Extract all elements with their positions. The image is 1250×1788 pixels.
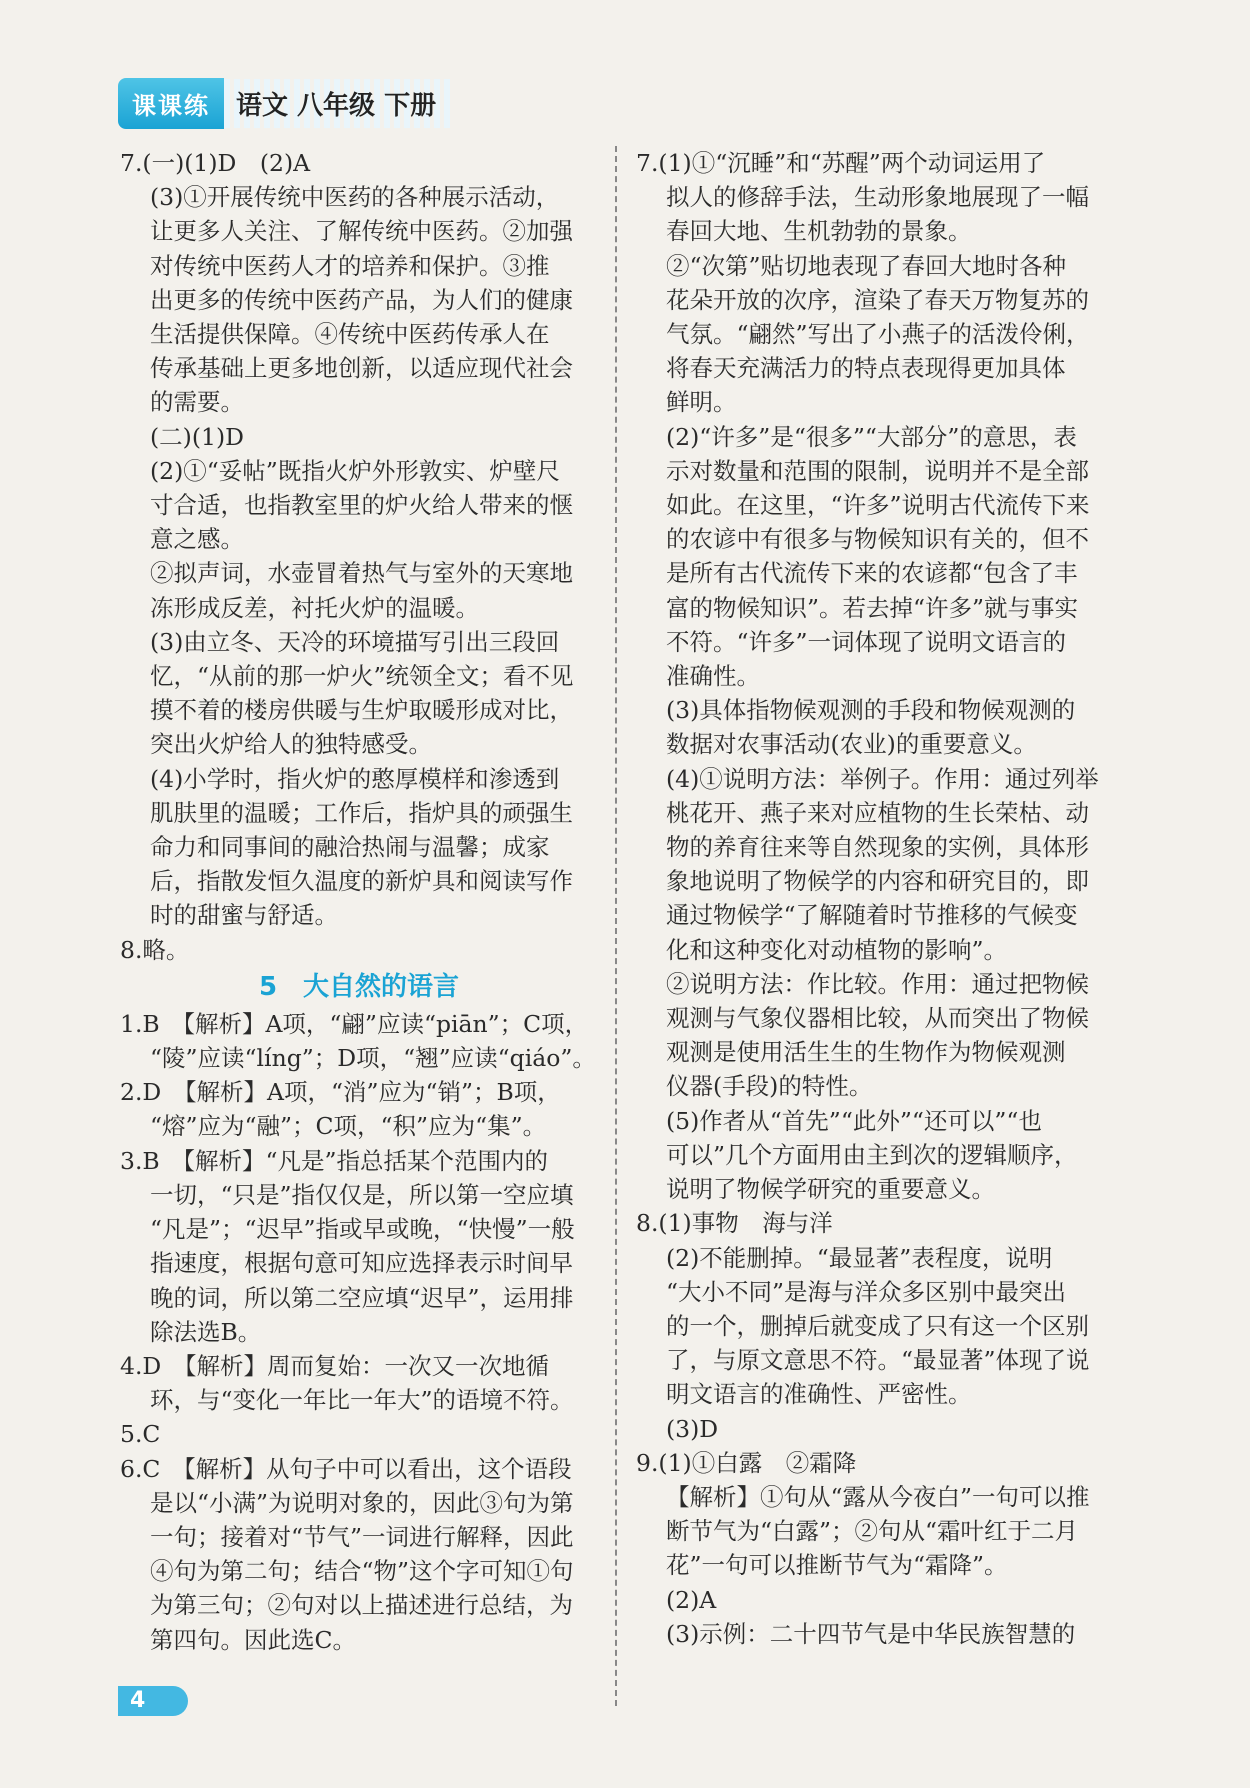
answer-line: (4)①说明方法：举例子。作用：通过列举 — [666, 764, 1099, 793]
answer-line: (二)(1)D — [150, 422, 244, 451]
left-column — [120, 146, 598, 1657]
answer-line: 仪器(手段)的特性。 — [666, 1072, 873, 1101]
answer-line: 通过物候学“了解随着时节推移的气候变 — [666, 901, 1078, 930]
answer-line: 富的物候知识”。若去掉“许多”就与事实 — [666, 593, 1079, 622]
answer-line: 对传统中医药人才的培养和保护。③推 — [150, 251, 550, 280]
right-column — [636, 146, 1114, 1651]
answer-line: “熔”应为“融”；C项，“积”应为“集”。 — [150, 1112, 547, 1141]
answer-line: (2)A — [666, 1585, 717, 1614]
answer-line: 明文语言的准确性、严密性。 — [666, 1380, 972, 1409]
answer-line: ②说明方法：作比较。作用：通过把物候 — [666, 969, 1089, 998]
answer-line: 传承基础上更多地创新，以适应现代社会 — [150, 354, 573, 383]
answer-line: 准确性。 — [666, 662, 760, 691]
answer-line: 数据对农事活动(农业)的重要意义。 — [666, 730, 1037, 759]
answer-line: 9.(1)①白露 ②霜降 — [636, 1448, 857, 1477]
answer-line: 花”一句可以推断节气为“霜降”。 — [666, 1551, 1008, 1580]
answer-line: 冻形成反差，衬托火炉的温暖。 — [150, 593, 479, 622]
answer-line: 8.略。 — [120, 935, 190, 964]
answer-line: 晚的词，所以第二空应填“迟早”，运用排 — [150, 1283, 574, 1312]
answer-line: 一切，“只是”指仅仅是，所以第一空应填 — [150, 1180, 574, 1209]
answer-line: 命力和同事间的融洽热闹与温馨；成家 — [150, 833, 550, 862]
answer-line: 忆，“从前的那一炉火”统领全文；看不见 — [150, 662, 574, 691]
answer-line: 桃花开、燕子来对应植物的生长荣枯、动 — [666, 798, 1089, 827]
answer-line: (3)示例：二十四节气是中华民族智慧的 — [666, 1619, 1076, 1648]
answer-line: “凡是”；“迟早”指或早或晚，“快慢”一般 — [150, 1215, 575, 1244]
answer-line: 时的甜蜜与舒适。 — [150, 901, 338, 930]
answer-line: 让更多人关注、了解传统中医药。②加强 — [150, 217, 573, 246]
answer-line: 寸合适，也指教室里的炉火给人带来的惬 — [150, 491, 573, 520]
answer-line: 意之感。 — [150, 525, 244, 554]
page-header — [118, 78, 454, 128]
answer-line: “陵”应读“líng”；D项，“翘”应读“qiáo”。 — [150, 1044, 596, 1073]
answer-line: 2.D 【解析】A项，“消”应为“销”；B项， — [120, 1078, 561, 1107]
answer-line: 气氛。“翩然”写出了小燕子的活泼伶俐， — [666, 320, 1090, 349]
answer-line: 3.B 【解析】“凡是”指总括某个范围内的 — [120, 1146, 548, 1175]
page-number: 4 — [118, 1686, 188, 1716]
answer-line: 示对数量和范围的限制，说明并不是全部 — [666, 456, 1089, 485]
answer-line: (3)具体指物候观测的手段和物候观测的 — [666, 696, 1076, 725]
answer-line: 了，与原文意思不符。“最显著”体现了说 — [666, 1346, 1090, 1375]
answer-line: 物的养育往来等自然现象的实例，具体形 — [666, 833, 1089, 862]
answer-line: 鲜明。 — [666, 388, 737, 417]
answer-line: ②拟声词，水壶冒着热气与室外的天寒地 — [150, 559, 573, 588]
answer-line: 6.C 【解析】从句子中可以看出，这个语段 — [120, 1454, 572, 1483]
answer-line: 第四句。因此选C。 — [150, 1625, 356, 1654]
answer-line: 象地说明了物候学的内容和研究目的，即 — [666, 867, 1089, 896]
answer-line: 突出火炉给人的独特感受。 — [150, 730, 432, 759]
answer-line: (2)①“妥帖”既指火炉外形敦实、炉壁尺 — [150, 456, 560, 485]
answer-line: 【解析】①句从“露从今夜白”一句可以推 — [666, 1482, 1090, 1511]
answer-line: 指速度，根据句意可知应选择表示时间早 — [150, 1249, 573, 1278]
answer-line: ④句为第二句；结合“物”这个字可知①句 — [150, 1557, 574, 1586]
answer-line: 花朵开放的次序，渲染了春天万物复苏的 — [666, 285, 1089, 314]
answer-line: 环，与“变化一年比一年大”的语境不符。 — [150, 1386, 574, 1415]
answer-line: 出更多的传统中医药产品，为人们的健康 — [150, 285, 573, 314]
answer-line: “大小不同”是海与洋众多区别中最突出 — [666, 1277, 1067, 1306]
answer-line: 的需要。 — [150, 388, 244, 417]
answer-line: 7.(一)(1)D (2)A — [120, 149, 311, 177]
answer-line: 说明了物候学研究的重要意义。 — [666, 1175, 995, 1204]
answer-line: 是以“小满”为说明对象的，因此③句为第 — [150, 1488, 574, 1517]
answer-line: ②“次第”贴切地表现了春回大地时各种 — [666, 251, 1067, 280]
section-heading: 5 大自然的语言 — [258, 971, 460, 1002]
answer-line: (5)作者从“首先”“此外”“还可以”“也 — [666, 1106, 1042, 1135]
answer-line: 是所有古代流传下来的农谚都“包含了丰 — [666, 559, 1078, 588]
answer-line: 一句；接着对“节气”一词进行解释，因此 — [150, 1522, 574, 1551]
answer-line: 4.D 【解析】周而复始：一次又一次地循 — [120, 1351, 550, 1380]
answer-line: 生活提供保障。④传统中医药传承人在 — [150, 320, 550, 349]
answer-line: 不符。“许多”一词体现了说明文语言的 — [666, 627, 1067, 656]
column-divider — [615, 146, 617, 1706]
answer-line: 化和这种变化对动植物的影响”。 — [666, 935, 1008, 964]
answer-line: (3)①开展传统中医药的各种展示活动， — [150, 183, 560, 212]
answer-line: 为第三句；②句对以上描述进行总结，为 — [150, 1591, 573, 1620]
answer-line: 的农谚中有很多与物候知识有关的，但不 — [666, 525, 1089, 554]
answer-line: 1.B 【解析】A项，“翩”应读“piān”；C项， — [120, 1009, 589, 1038]
answer-line: 后，指散发恒久温度的新炉具和阅读写作 — [150, 867, 573, 896]
answer-line: 拟人的修辞手法，生动形象地展现了一幅 — [666, 183, 1089, 212]
answer-line: 除法选B。 — [150, 1317, 262, 1346]
answer-line: 如此。在这里，“许多”说明古代流传下来 — [666, 491, 1090, 520]
answer-line: 观测与气象仪器相比较，从而突出了物候 — [666, 1004, 1089, 1033]
answer-line: 肌肤里的温暖；工作后，指炉具的顽强生 — [150, 798, 573, 827]
series-badge: 课课练 — [118, 78, 224, 129]
answer-line: (2)不能删掉。“最显著”表程度，说明 — [666, 1243, 1053, 1272]
answer-line: 观测是使用活生生的生物作为物候观测 — [666, 1038, 1066, 1067]
answer-line: (3)D — [666, 1414, 719, 1443]
answer-line: 8.(1)事物 海与洋 — [636, 1209, 833, 1238]
answer-line: 春回大地、生机勃勃的景象。 — [666, 217, 972, 246]
answer-line: 5.C — [120, 1420, 161, 1449]
answer-line: 的一个，删掉后就变成了只有这一个区别 — [666, 1311, 1089, 1340]
answer-line: 摸不着的楼房供暖与生炉取暖形成对比， — [150, 696, 573, 725]
answer-line: 断节气为“白露”；②句从“霜叶红于二月 — [666, 1517, 1079, 1546]
answer-line: (3)由立冬、天冷的环境描写引出三段回 — [150, 627, 560, 656]
answer-line: (2)“许多”是“很多”“大部分”的意思，表 — [666, 422, 1077, 451]
answer-line: 可以”几个方面用由主到次的逻辑顺序， — [666, 1140, 1078, 1169]
answer-line: (4)小学时，指火炉的憨厚模样和渗透到 — [150, 764, 560, 793]
book-title: 语文 八年级 下册 — [224, 79, 454, 128]
answer-line: 将春天充满活力的特点表现得更加具体 — [666, 354, 1066, 383]
answer-line: 7.(1)①“沉睡”和“苏醒”两个动词运用了 — [636, 149, 1046, 177]
